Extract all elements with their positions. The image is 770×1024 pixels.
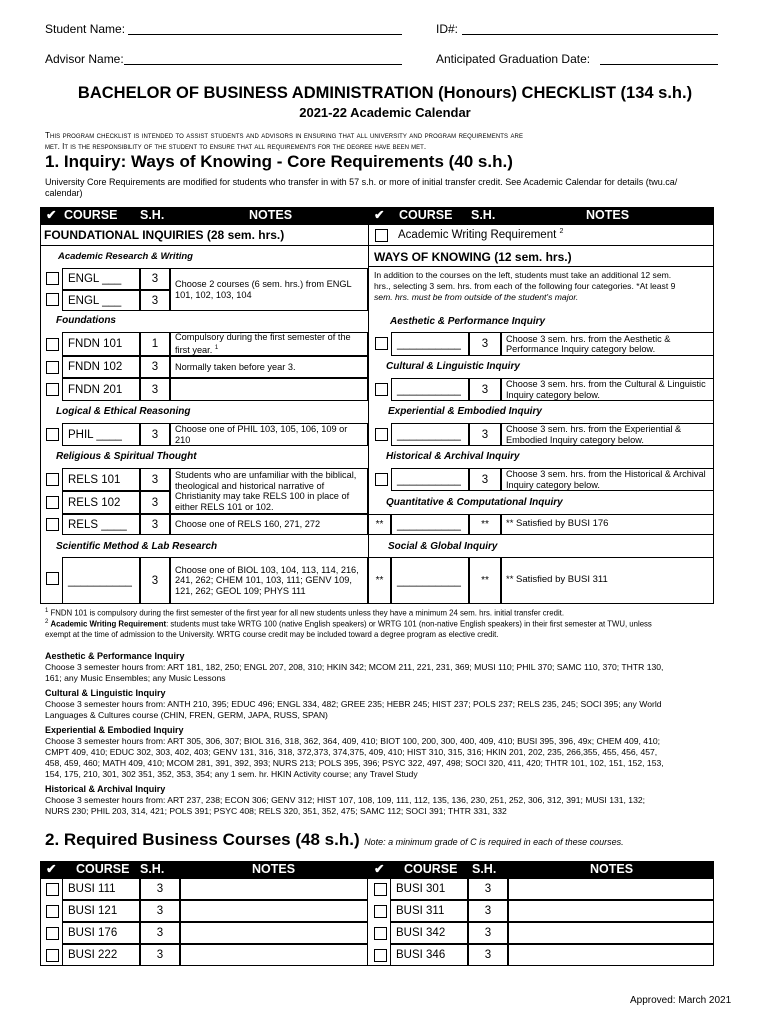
experiential-course[interactable]: __________ (391, 423, 469, 446)
course-cell: BUSI 176 (62, 922, 140, 944)
divider (368, 245, 714, 246)
wok-note-line2: hrs., selecting 3 sem. hrs. from each of the following four categories. *At least 9 (374, 281, 676, 291)
experiential-sh: 3 (469, 423, 501, 446)
fndn201-note (170, 378, 368, 401)
cultural-checkbox[interactable] (375, 383, 388, 396)
ways-of-knowing-title: WAYS OF KNOWING (12 sem. hrs.) (374, 250, 572, 264)
sh-column-header: S.H. (140, 862, 165, 876)
category-courses-line: Choose 3 semester hours from: ART 181, 182, 250; ENGL 207, 208, 310; HKIN 342; MCOM 211, 221, 231, 369; MUSI 110; PHIL 370; SAMC 110, 370; THTR 130, (45, 662, 664, 672)
science-title: Scientific Method & Lab Research (56, 541, 218, 552)
rels102-sh: 3 (140, 491, 170, 514)
course-cell: BUSI 301 (390, 878, 468, 900)
quantitative-course: __________ (391, 514, 469, 535)
course-cell: BUSI 222 (62, 944, 140, 966)
sh-column-header: S.H. (140, 208, 165, 222)
footnote-2: $^2$ Academic Writing Requirement: students must take WRTG 100 (native English speakers) or WRTG 101 (non-native English speakers) in their first semester at TWU, unless (45, 619, 652, 629)
sh-cell: 3 (140, 878, 180, 900)
aesthetic-course[interactable]: __________ (391, 332, 469, 356)
social-course: __________ (391, 557, 469, 604)
cultural-note: Choose 3 sem. hrs. from the Cultural & Linguistic Inquiry category below. (501, 378, 714, 401)
sh-cell: 3 (468, 900, 508, 922)
historical-note: Choose 3 sem. hrs. from the Historical & Archival Inquiry category below. (501, 468, 714, 491)
category-list (45, 651, 735, 817)
table-divider (368, 224, 369, 604)
section1-note-line2: calendar) (45, 188, 83, 198)
course-cell: BUSI 311 (390, 900, 468, 922)
id-field[interactable] (462, 34, 718, 35)
phil-sh: 3 (140, 423, 170, 446)
category-title: Cultural & Linguistic Inquiry (45, 688, 166, 698)
category-title: Historical & Archival Inquiry (45, 784, 166, 794)
aesthetic-checkbox[interactable] (375, 337, 388, 350)
engl-2-sh: 3 (140, 290, 170, 311)
course-cell: BUSI 346 (390, 944, 468, 966)
aesthetic-sh: 3 (469, 332, 501, 356)
course-column-header: COURSE (404, 862, 458, 876)
rels-note: Students who are unfamiliar with the biblical, theological and historical narrative of Christianity may take RELS 100 in place of either RELS 101 or 102. (170, 468, 368, 514)
historical-course[interactable]: __________ (391, 468, 469, 491)
rels102-checkbox[interactable] (46, 496, 59, 509)
social-title: Social & Global Inquiry (388, 541, 498, 552)
course-column-header: COURSE (64, 208, 118, 222)
aesthetic-note: Choose 3 sem. hrs. from the Aesthetic & Performance Inquiry category below. (501, 332, 714, 356)
student-name-label: Student Name: (45, 22, 126, 36)
notes-column-header: NOTES (249, 208, 293, 222)
cultural-title: Cultural & Linguistic Inquiry (386, 361, 520, 372)
business-left-header (40, 861, 368, 878)
religious-title: Religious & Spiritual Thought (56, 451, 197, 462)
page-title: BACHELOR OF BUSINESS ADMINISTRATION (Honours) CHECKLIST (134 s.h.) (77, 84, 693, 102)
category-courses-line: Choose 3 semester hours from: ANTH 210, 395; EDUC 496; ENGL 334, 482; GREE 235; HEBR 245; HIST 237; POLS 237; RELS 235, 245; SOCI 395; any World (45, 699, 662, 709)
science-note: Choose one of BIOL 103, 104, 113, 114, 216, 241, 262; CHEM 101, 103, 111; GENV 109, 121, 262; GEOL 109; PHYS 111 (170, 557, 368, 604)
section2-heading: 2. Required Business Courses (48 s.h.) (45, 830, 360, 849)
sh-cell: 3 (140, 944, 180, 966)
engl-2-checkbox[interactable] (46, 293, 59, 306)
category-courses-line: Choose 3 semester hours from: ART 305, 306, 307; BIOL 316, 318, 362, 364, 409, 410; BIOT 100, 200, 300, 400, 409, 410; BUSI 395, 396, 49x; CHEM 409, 410; (45, 736, 661, 746)
rels101-checkbox[interactable] (46, 473, 59, 486)
fndn102-note: Normally taken before year 3. (170, 356, 368, 378)
page-subtitle: 2021-22 Academic Calendar (299, 105, 471, 120)
science-checkbox[interactable] (46, 572, 59, 585)
fndn102-sh: 3 (140, 356, 170, 378)
quantitative-note: ** Satisfied by BUSI 176 (501, 514, 714, 535)
fndn101-sh: 1 (140, 332, 170, 356)
quantitative-title: Quantitative & Computational Inquiry (386, 497, 563, 508)
writing-requirement-label: Academic Writing Requirement $^2$ (398, 228, 564, 241)
divider (368, 266, 714, 267)
rels101-course: RELS 101 (62, 468, 140, 491)
category-courses-line: Languages & Cultures course (CHIN, FREN, GERM, JAPA, RUSS, SPAN) (45, 710, 328, 720)
experiential-checkbox[interactable] (375, 428, 388, 441)
ethics-title: Logical & Ethical Reasoning (56, 406, 191, 417)
fndn201-checkbox[interactable] (46, 383, 59, 396)
category-courses-line: 161; any Music Ensembles; any Music Lessons (45, 673, 226, 683)
science-sh: 3 (140, 557, 170, 604)
approved-date: Approved: March 2021 (630, 995, 732, 1006)
phil-note: Choose one of PHIL 103, 105, 106, 109 or 210 (170, 423, 368, 446)
business-right-header (368, 861, 714, 878)
category-courses-line: CMPT 409, 410; EDUC 302, 303, 402, 403; GENV 131, 316, 318, 372,373, 374,375, 409, 410; HIST 310, 315, 316; HKIN 201, 202, 235, 266,355, 455, 456, 457, (45, 747, 658, 757)
category-title: Experiential & Embodied Inquiry (45, 725, 184, 735)
sh-cell: 3 (468, 922, 508, 944)
aesthetic-title: Aesthetic & Performance Inquiry (390, 316, 546, 327)
check-column-header: ✔ (46, 862, 57, 876)
student-name-field[interactable] (128, 34, 402, 35)
social-note: ** Satisfied by BUSI 311 (501, 557, 714, 604)
course-cell: BUSI 342 (390, 922, 468, 944)
foundational-inquiries-title: FOUNDATIONAL INQUIRIES (28 sem. hrs.) (44, 228, 285, 242)
left-table-header (40, 207, 368, 224)
cultural-course[interactable]: __________ (391, 378, 469, 401)
footnote-1: $^1$ FNDN 101 is compulsory during the first semester of the first year for all new students unless they have a minimum 24 sem. hrs. initial transfer credit. (45, 608, 565, 618)
engl-note: Choose 2 courses (6 sem. hrs.) from ENGL 101, 102, 103, 104 (170, 268, 368, 311)
fndn101-course: FNDN 101 (62, 332, 140, 356)
fndn201-sh: 3 (140, 378, 170, 401)
rels-x-note: Choose one of RELS 160, 271, 272 (170, 514, 368, 535)
graduation-date-field[interactable] (600, 64, 718, 65)
divider (40, 245, 368, 246)
rels-x-course[interactable]: RELS ____ (62, 514, 140, 535)
engl-1-checkbox[interactable] (46, 272, 59, 285)
sh-cell: 3 (140, 900, 180, 922)
category-courses-line: 154, 175, 210, 301, 302 351, 352, 353, 354; any 1 sem. hr. HKIN Activity course; any Travel Study (45, 769, 418, 779)
historical-sh: 3 (469, 468, 501, 491)
research-writing-title: Academic Research & Writing (58, 251, 193, 262)
course-column-header: COURSE (76, 862, 130, 876)
social-sh: ** (469, 557, 501, 604)
fndn201-course: FNDN 201 (62, 378, 140, 401)
check-column-header: ✔ (46, 208, 57, 222)
rels101-sh: 3 (140, 468, 170, 491)
engl-1-sh: 3 (140, 268, 170, 290)
historical-checkbox[interactable] (375, 473, 388, 486)
social-marker: ** (368, 557, 391, 604)
fndn102-checkbox[interactable] (46, 361, 59, 374)
sh-cell: 3 (468, 944, 508, 966)
notes-column-header: NOTES (586, 208, 630, 222)
intro-line-2: met. It is the responsibility of the student to ensure that all requirements for the degree have been met. (45, 142, 427, 151)
course-cell: BUSI 121 (62, 900, 140, 922)
section2-heading-row (45, 830, 624, 850)
quantitative-marker: ** (368, 514, 391, 535)
business-courses-table (40, 878, 714, 966)
footnote-2-line2: exempt at the time of admission to the University. WRTG course credit may be included toward a degree program as elective credit. (45, 630, 499, 639)
engl-1-course: ENGL ___ (62, 268, 140, 290)
experiential-note: Choose 3 sem. hrs. from the Experiential & Embodied Inquiry category below. (501, 423, 714, 446)
right-table-header (368, 207, 714, 224)
id-label: ID#: (436, 22, 459, 36)
check-column-header: ✔ (374, 208, 385, 222)
science-course[interactable]: __________ (62, 557, 140, 604)
category-courses-line: Choose 3 semester hours from: ART 237, 238; ECON 306; GENV 312; HIST 107, 108, 109, 111, 112, 135, 136, 230, 251, 252, 306, 312, 391; MUSI 131, 132; (45, 795, 646, 805)
writing-requirement-checkbox[interactable] (375, 229, 388, 242)
sh-column-header: S.H. (471, 208, 496, 222)
sh-cell: 3 (468, 878, 508, 900)
sh-column-header: S.H. (472, 862, 497, 876)
advisor-name-field[interactable] (124, 64, 402, 65)
category-title: Aesthetic & Performance Inquiry (45, 651, 185, 661)
rels-x-checkbox[interactable] (46, 518, 59, 531)
category-courses-line: 458, 459, 460; MATH 409, 410; MCOM 281, 391, 392, 393; NURS 213; POLS 395, 396; PSYC 322, 497, 498; SOCI 320, 411, 420; THTR 101, 102, 151, 152, 153, (45, 758, 664, 768)
section1-heading: 1. Inquiry: Ways of Knowing - Core Requirements (40 s.h.) (45, 152, 513, 171)
foundations-title: Foundations (56, 315, 116, 326)
course-cell: BUSI 111 (62, 878, 140, 900)
check-column-header: ✔ (374, 862, 385, 876)
experiential-title: Experiential & Embodied Inquiry (388, 406, 542, 417)
phil-checkbox[interactable] (46, 428, 59, 441)
section2-note: Note: a minimum grade of C is required in each of these courses. (364, 837, 624, 847)
notes-column-header: NOTES (590, 862, 634, 876)
rels102-course: RELS 102 (62, 491, 140, 514)
notes-column-header: NOTES (252, 862, 296, 876)
engl-2-course: ENGL ___ (62, 290, 140, 311)
fndn102-course: FNDN 102 (62, 356, 140, 378)
rels-x-sh: 3 (140, 514, 170, 535)
section1-note-line1: University Core Requirements are modified for students who transfer in with 57 s.h. or more of initial transfer credit. See Academic Calendar for details (twu.ca/ (45, 177, 678, 187)
advisor-name-label: Advisor Name: (45, 52, 124, 66)
graduation-date-label: Anticipated Graduation Date: (436, 52, 591, 66)
intro-line-1: This program checklist is intended to assist students and advisors in ensuring that all university and program requirements are (45, 131, 524, 140)
historical-title: Historical & Archival Inquiry (386, 451, 520, 462)
cultural-sh: 3 (469, 378, 501, 401)
fndn101-checkbox[interactable] (46, 338, 59, 351)
fndn101-note: Compulsory during the first semester of the first year. $^1$ (170, 332, 368, 356)
wok-note-line3: sem. hrs. must be from outside of the student's major. (374, 292, 579, 302)
course-column-header: COURSE (399, 208, 453, 222)
sh-cell: 3 (140, 922, 180, 944)
quantitative-sh: ** (469, 514, 501, 535)
wok-note-line1: In addition to the courses on the left, students must take an additional 12 sem. (374, 270, 672, 280)
phil-course[interactable]: PHIL ____ (62, 423, 140, 446)
category-courses-line: NURS 230; PHIL 203, 314, 421; POLS 391; PSYC 408; RELS 320, 351, 352, 475; SAMC 112; SOCI 391; THTR 331, 332 (45, 806, 507, 816)
